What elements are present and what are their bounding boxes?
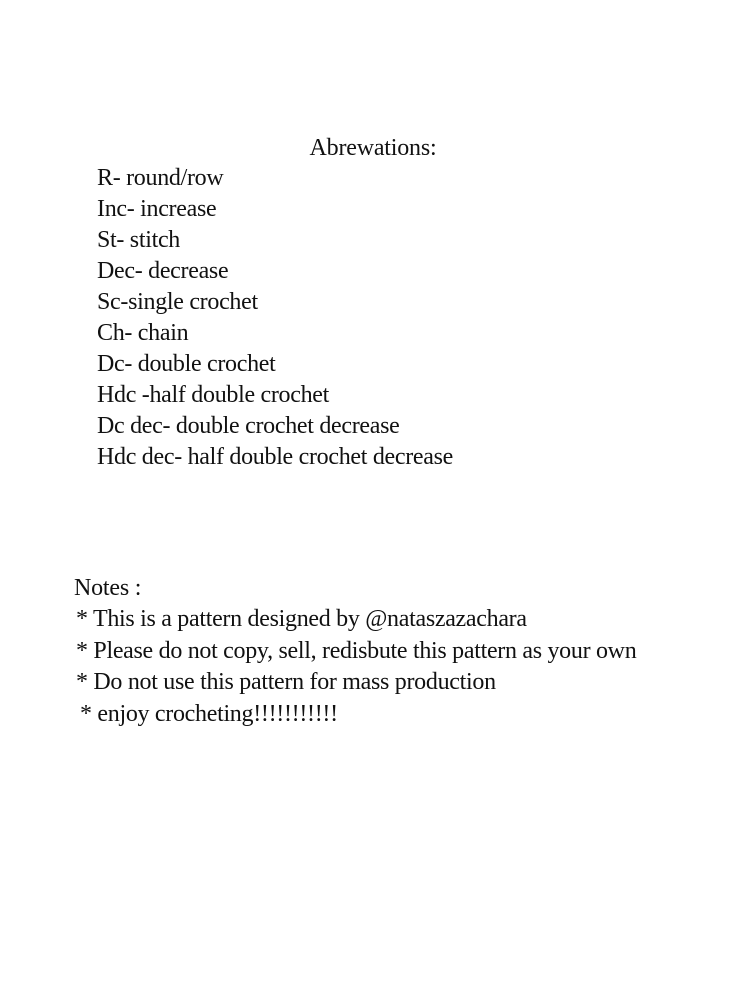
abbreviation-item: Dc dec- double crochet decrease xyxy=(97,413,400,439)
abbreviation-item: Inc- increase xyxy=(97,196,217,222)
abbreviation-item: Dec- decrease xyxy=(97,258,229,284)
note-item: * Please do not copy, sell, redisbute this pattern as your own xyxy=(76,637,637,664)
notes-list xyxy=(76,604,636,730)
abbreviation-item: St- stitch xyxy=(97,227,181,253)
abbreviation-item: Hdc dec- half double crochet decrease xyxy=(97,444,454,470)
abbreviation-item: Dc- double crochet xyxy=(97,351,276,377)
abbreviation-item: Sc-single crochet xyxy=(97,289,258,315)
abbreviation-item: Hdc -half double crochet xyxy=(97,382,330,408)
abbreviation-item: R- round/row xyxy=(97,165,224,191)
note-item: * This is a pattern designed by @nataszazachara xyxy=(76,606,527,632)
notes-title: Notes : xyxy=(74,575,142,601)
note-item: * Do not use this pattern for mass production xyxy=(76,669,496,695)
abbreviation-item: Ch- chain xyxy=(97,320,189,346)
abbreviations-title: Abrewations: xyxy=(309,135,437,161)
abbreviations-list xyxy=(97,163,453,473)
note-item: * enjoy crocheting!!!!!!!!!!! xyxy=(80,700,338,727)
